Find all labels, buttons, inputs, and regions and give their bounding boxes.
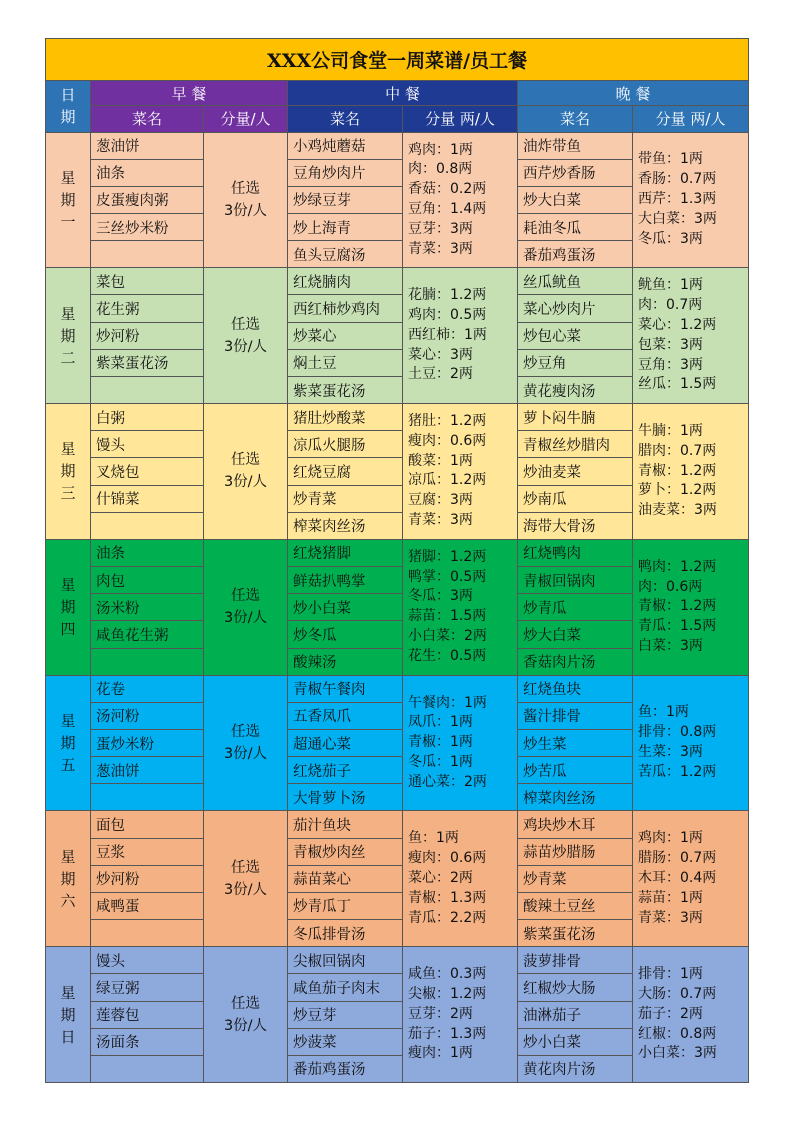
breakfast-dish-col-header: 菜名 — [91, 106, 204, 132]
lunch-dish: 炒菜心 — [288, 322, 403, 349]
dinner-dish: 萝卜闷牛腩 — [518, 404, 633, 431]
breakfast-dish: 咸鱼花生粥 — [91, 621, 204, 648]
dinner-dish: 炒生菜 — [518, 729, 633, 756]
lunch-dish: 猪肚炒酸菜 — [288, 404, 403, 431]
dinner-portion-list — [633, 811, 749, 947]
dinner-dish: 炒大白菜 — [518, 621, 633, 648]
dinner-dish: 炒南瓜 — [518, 485, 633, 512]
day-column-header-label: 日期 — [60, 86, 76, 127]
breakfast-dish: 炒河粉 — [91, 865, 204, 892]
dinner-dish: 丝瓜鱿鱼 — [518, 268, 633, 295]
lunch-portion-item: 青瓜：2.2两 — [408, 909, 487, 926]
dinner-dish: 海带大骨汤 — [518, 512, 633, 539]
dinner-portion-item: 小白菜：3两 — [638, 1045, 717, 1062]
breakfast-dish: 紫菜蛋花汤 — [91, 349, 204, 376]
lunch-dish: 尖椒回锅肉 — [288, 947, 403, 974]
dinner-portion-item: 生菜：3两 — [638, 744, 703, 761]
dinner-dish: 蒜苗炒腊肠 — [518, 838, 633, 865]
lunch-dish: 咸鱼茄子肉末 — [288, 974, 403, 1001]
lunch-dish: 炒青菜 — [288, 485, 403, 512]
lunch-portion-item: 冬瓜：1两 — [408, 753, 473, 770]
lunch-portion-item: 豆芽：3两 — [408, 220, 473, 237]
lunch-portion-item: 咸鱼：0.3两 — [408, 966, 487, 983]
lunch-dish: 茄汁鱼块 — [288, 811, 403, 838]
dinner-portion-item: 白菜：3两 — [638, 637, 703, 654]
lunch-portion-list — [403, 539, 518, 675]
breakfast-dish: 馒头 — [91, 431, 204, 458]
dinner-dish: 紫菜蛋花汤 — [518, 920, 633, 947]
dinner-portion-item: 大白菜：3两 — [638, 210, 717, 227]
lunch-portion-item: 酸菜：1两 — [408, 452, 473, 469]
dinner-portion-list — [633, 132, 749, 268]
breakfast-dish: 面包 — [91, 811, 204, 838]
dinner-portion-col-header: 分量 两/人 — [633, 106, 749, 132]
dinner-dish: 炒豆角 — [518, 349, 633, 376]
day-label-cell — [46, 539, 91, 675]
dinner-portion-item: 红椒：0.8两 — [638, 1025, 717, 1042]
dinner-dish: 菜心炒肉片 — [518, 295, 633, 322]
breakfast-dish: 葱油饼 — [91, 132, 204, 159]
day-label-cell — [46, 675, 91, 811]
dinner-dish: 炒青菜 — [518, 865, 633, 892]
lunch-dish: 炒绿豆芽 — [288, 186, 403, 213]
lunch-portion-list — [403, 947, 518, 1083]
dinner-dish: 菠萝排骨 — [518, 947, 633, 974]
lunch-portion-item: 青椒：1两 — [408, 734, 473, 751]
menu-row — [46, 539, 749, 566]
lunch-dish: 炒冬瓜 — [288, 621, 403, 648]
lunch-dish: 超通心菜 — [288, 729, 403, 756]
breakfast-dish: 白粥 — [91, 404, 204, 431]
lunch-dish: 凉瓜火腿肠 — [288, 431, 403, 458]
lunch-portion-list — [403, 132, 518, 268]
lunch-portion-item: 冬瓜：3两 — [408, 588, 473, 605]
lunch-portion-item: 瘦肉：1两 — [408, 1045, 473, 1062]
lunch-dish: 红烧腩肉 — [288, 268, 403, 295]
lunch-portion-item: 午餐肉：1两 — [408, 694, 487, 711]
lunch-portion-item: 瘦肉：0.6两 — [408, 850, 487, 867]
breakfast-dish: 油条 — [91, 159, 204, 186]
breakfast-portion: 任选 3份/人 — [204, 268, 288, 404]
day-label-cell — [46, 268, 91, 404]
dinner-portion-item: 冬瓜：3两 — [638, 230, 703, 247]
breakfast-dish: 炒河粉 — [91, 322, 204, 349]
breakfast-dish — [91, 376, 204, 403]
lunch-dish: 鲜菇扒鸭掌 — [288, 567, 403, 594]
day-label-cell — [46, 132, 91, 268]
breakfast-dish: 汤河粉 — [91, 702, 204, 729]
dinner-dish: 炒苦瓜 — [518, 757, 633, 784]
dinner-dish: 青椒回锅肉 — [518, 567, 633, 594]
lunch-portion-item: 鸭掌：0.5两 — [408, 568, 487, 585]
lunch-portion-item: 土豆：2两 — [408, 366, 473, 383]
lunch-portion-item: 尖椒：1.2两 — [408, 985, 487, 1002]
lunch-dish: 蒜苗菜心 — [288, 865, 403, 892]
dinner-dish: 耗油冬瓜 — [518, 214, 633, 241]
dinner-dish: 炒大白菜 — [518, 186, 633, 213]
menu-row — [46, 675, 749, 702]
lunch-portion-item: 肉：0.8两 — [408, 161, 473, 178]
lunch-portion-item: 通心菜：2两 — [408, 773, 487, 790]
breakfast-portion: 任选 3份/人 — [204, 132, 288, 268]
dinner-dish: 黄花瘦肉汤 — [518, 376, 633, 403]
lunch-dish: 紫菜蛋花汤 — [288, 376, 403, 403]
lunch-portion-item: 蒜苗：1.5两 — [408, 608, 487, 625]
lunch-portion-item: 香菇：0.2两 — [408, 181, 487, 198]
dinner-portion-item: 青椒：1.2两 — [638, 462, 717, 479]
lunch-portion-item: 青菜：3两 — [408, 512, 473, 529]
breakfast-dish — [91, 241, 204, 268]
breakfast-dish — [91, 920, 204, 947]
lunch-portion-item: 青菜：3两 — [408, 240, 473, 257]
breakfast-portion: 任选 3份/人 — [204, 675, 288, 811]
dinner-dish: 油淋茄子 — [518, 1001, 633, 1028]
dinner-dish: 西芹炒香肠 — [518, 159, 633, 186]
breakfast-dish: 莲蓉包 — [91, 1001, 204, 1028]
lunch-portion-list — [403, 268, 518, 404]
lunch-dish: 炒小白菜 — [288, 594, 403, 621]
lunch-portion-item: 瘦肉：0.6两 — [408, 432, 487, 449]
day-label: 星期三 — [60, 440, 76, 503]
day-label: 星期六 — [60, 847, 76, 910]
lunch-dish: 豆角炒肉片 — [288, 159, 403, 186]
lunch-portion-item: 小白菜：2两 — [408, 628, 487, 645]
lunch-portion-item: 凉瓜：1.2两 — [408, 472, 487, 489]
lunch-portion-item: 猪脚：1.2两 — [408, 548, 487, 565]
lunch-portion-list — [403, 675, 518, 811]
day-label-cell — [46, 811, 91, 947]
dinner-portion-item: 大肠：0.7两 — [638, 985, 717, 1002]
lunch-portion-item: 凤爪：1两 — [408, 714, 473, 731]
dinner-dish: 青椒丝炒腊肉 — [518, 431, 633, 458]
lunch-portion-item: 豆腐：3两 — [408, 492, 473, 509]
breakfast-dish: 花卷 — [91, 675, 204, 702]
breakfast-dish: 绿豆粥 — [91, 974, 204, 1001]
lunch-dish: 炒豆芽 — [288, 1001, 403, 1028]
dinner-header: 晚 餐 — [518, 81, 749, 106]
breakfast-dish: 蛋炒米粉 — [91, 729, 204, 756]
dinner-dish: 红烧鸭肉 — [518, 539, 633, 566]
lunch-dish: 红烧豆腐 — [288, 458, 403, 485]
dinner-portion-item: 丝瓜：1.5两 — [638, 376, 717, 393]
lunch-dish: 炒青瓜丁 — [288, 892, 403, 919]
lunch-dish: 西红柿炒鸡肉 — [288, 295, 403, 322]
dinner-portion-item: 萝卜：1.2两 — [638, 482, 717, 499]
dinner-portion-item: 鸡肉：1两 — [638, 830, 703, 847]
breakfast-dish: 汤米粉 — [91, 594, 204, 621]
lunch-dish: 青椒午餐肉 — [288, 675, 403, 702]
breakfast-dish: 葱油饼 — [91, 757, 204, 784]
dinner-portion-list — [633, 268, 749, 404]
dinner-portion-item: 带鱼：1两 — [638, 151, 703, 168]
lunch-portion-list — [403, 811, 518, 947]
dinner-dish: 炒油麦菜 — [518, 458, 633, 485]
menu-row — [46, 947, 749, 974]
dinner-portion-item: 包菜：3两 — [638, 336, 703, 353]
breakfast-dish: 花生粥 — [91, 295, 204, 322]
dinner-dish: 炒小白菜 — [518, 1028, 633, 1055]
lunch-dish: 鱼头豆腐汤 — [288, 241, 403, 268]
day-label: 星期日 — [60, 983, 76, 1046]
lunch-header: 中 餐 — [288, 81, 518, 106]
dinner-portion-item: 肉：0.7两 — [638, 297, 703, 314]
breakfast-dish: 咸鸭蛋 — [91, 892, 204, 919]
lunch-dish: 冬瓜排骨汤 — [288, 920, 403, 947]
breakfast-dish: 叉烧包 — [91, 458, 204, 485]
lunch-portion-item: 花生：0.5两 — [408, 647, 487, 664]
lunch-portion-col-header: 分量 两/人 — [403, 106, 518, 132]
breakfast-dish: 皮蛋瘦肉粥 — [91, 186, 204, 213]
dinner-dish: 鸡块炒木耳 — [518, 811, 633, 838]
dinner-dish: 香菇肉片汤 — [518, 648, 633, 675]
breakfast-dish — [91, 784, 204, 811]
dinner-dish: 油炸带鱼 — [518, 132, 633, 159]
dinner-dish: 红椒炒大肠 — [518, 974, 633, 1001]
dinner-portion-item: 青瓜：1.5两 — [638, 618, 717, 635]
lunch-portion-item: 豆角：1.4两 — [408, 200, 487, 217]
dinner-portion-list — [633, 539, 749, 675]
breakfast-header: 早 餐 — [91, 81, 288, 106]
lunch-dish: 酸辣汤 — [288, 648, 403, 675]
lunch-dish: 炒上海青 — [288, 214, 403, 241]
dinner-portion-item: 青椒：1.2两 — [638, 598, 717, 615]
dinner-dish: 红烧鱼块 — [518, 675, 633, 702]
day-label: 星期四 — [60, 576, 76, 639]
dinner-portion-item: 苦瓜：1.2两 — [638, 763, 717, 780]
lunch-portion-item: 鸡肉：0.5两 — [408, 307, 487, 323]
dinner-dish: 炒青瓜 — [518, 594, 633, 621]
day-label: 星期一 — [60, 168, 76, 231]
lunch-dish: 番茄鸡蛋汤 — [288, 1055, 403, 1082]
lunch-dish: 五香凤爪 — [288, 702, 403, 729]
breakfast-portion-col-header: 分量/人 — [204, 106, 288, 132]
dinner-portion-item: 青菜：3两 — [638, 909, 703, 926]
day-label: 星期二 — [60, 304, 76, 367]
lunch-portion-item: 鱼：1两 — [408, 830, 459, 847]
breakfast-dish: 豆浆 — [91, 838, 204, 865]
lunch-portion-item: 茄子：1.3两 — [408, 1025, 487, 1042]
dinner-portion-list — [633, 675, 749, 811]
dinner-dish: 榨菜肉丝汤 — [518, 784, 633, 811]
dinner-portion-item: 茄子：2两 — [638, 1005, 703, 1022]
weekly-menu-table — [45, 38, 749, 1083]
breakfast-dish — [91, 1055, 204, 1082]
menu-row — [46, 132, 749, 159]
breakfast-portion: 任选 3份/人 — [204, 811, 288, 947]
page-title: XXX公司食堂一周菜谱/员工餐 — [46, 39, 749, 81]
menu-row — [46, 404, 749, 431]
dinner-dish: 黄花肉片汤 — [518, 1055, 633, 1082]
lunch-portion-item: 豆芽：2两 — [408, 1005, 473, 1022]
menu-row — [46, 811, 749, 838]
day-label-cell — [46, 947, 91, 1083]
breakfast-dish: 汤面条 — [91, 1028, 204, 1055]
breakfast-dish: 菜包 — [91, 268, 204, 295]
dinner-portion-item: 豆角：3两 — [638, 356, 703, 373]
lunch-portion-item: 猪肚：1.2两 — [408, 413, 487, 430]
lunch-dish: 红烧猪脚 — [288, 539, 403, 566]
breakfast-portion: 任选 3份/人 — [204, 404, 288, 540]
dinner-portion-list — [633, 404, 749, 540]
dinner-portion-list — [633, 947, 749, 1083]
dinner-portion-item: 鸭肉：1.2两 — [638, 558, 717, 575]
menu-body — [46, 132, 749, 1082]
breakfast-dish — [91, 648, 204, 675]
dinner-portion-item: 蒜苗：1两 — [638, 889, 703, 906]
lunch-portion-item: 鸡肉：1两 — [408, 141, 473, 158]
day-column-header — [46, 81, 91, 132]
lunch-dish: 青椒炒肉丝 — [288, 838, 403, 865]
lunch-dish: 大骨萝卜汤 — [288, 784, 403, 811]
dinner-portion-item: 鱼：1两 — [638, 704, 689, 721]
lunch-dish: 焖土豆 — [288, 349, 403, 376]
dinner-portion-item: 木耳：0.4两 — [638, 869, 717, 886]
breakfast-dish: 油条 — [91, 539, 204, 566]
dinner-portion-item: 腊肠：0.7两 — [638, 850, 717, 867]
dinner-portion-item: 油麦菜：3两 — [638, 502, 717, 519]
menu-row — [46, 268, 749, 295]
dinner-portion-item: 牛腩：1两 — [638, 422, 703, 439]
dinner-portion-item: 排骨：1两 — [638, 966, 703, 983]
breakfast-portion: 任选 3份/人 — [204, 539, 288, 675]
breakfast-dish: 肉包 — [91, 567, 204, 594]
breakfast-dish: 馒头 — [91, 947, 204, 974]
dinner-portion-item: 排骨：0.8两 — [638, 724, 717, 741]
lunch-dish: 炒菠菜 — [288, 1028, 403, 1055]
dinner-dish: 番茄鸡蛋汤 — [518, 241, 633, 268]
lunch-dish: 红烧茄子 — [288, 757, 403, 784]
lunch-portion-item: 菜心：2两 — [408, 869, 473, 886]
dinner-portion-item: 菜心：1.2两 — [638, 316, 717, 333]
dinner-portion-item: 腊肉：0.7两 — [638, 442, 717, 459]
breakfast-dish: 什锦菜 — [91, 485, 204, 512]
dinner-portion-item: 香肠：0.7两 — [638, 171, 717, 188]
breakfast-portion: 任选 3份/人 — [204, 947, 288, 1083]
lunch-portion-item: 花腩：1.2两 — [408, 287, 487, 304]
dinner-dish: 炒包心菜 — [518, 322, 633, 349]
dinner-dish-col-header: 菜名 — [518, 106, 633, 132]
dinner-dish: 酱汁排骨 — [518, 702, 633, 729]
day-label: 星期五 — [60, 712, 76, 775]
lunch-portion-item: 菜心：3两 — [408, 346, 473, 363]
breakfast-dish — [91, 512, 204, 539]
lunch-portion-list — [403, 404, 518, 540]
dinner-portion-item: 肉：0.6两 — [638, 578, 703, 595]
lunch-portion-item: 西红柿：1两 — [408, 326, 487, 343]
breakfast-dish: 三丝炒米粉 — [91, 214, 204, 241]
dinner-dish: 酸辣土豆丝 — [518, 892, 633, 919]
day-label-cell — [46, 404, 91, 540]
dinner-portion-item: 鱿鱼：1两 — [638, 277, 703, 294]
lunch-dish: 榨菜肉丝汤 — [288, 512, 403, 539]
lunch-dish: 小鸡炖蘑菇 — [288, 132, 403, 159]
lunch-dish-col-header: 菜名 — [288, 106, 403, 132]
lunch-portion-item: 青椒：1.3两 — [408, 889, 487, 906]
dinner-portion-item: 西芹：1.3两 — [638, 191, 717, 208]
